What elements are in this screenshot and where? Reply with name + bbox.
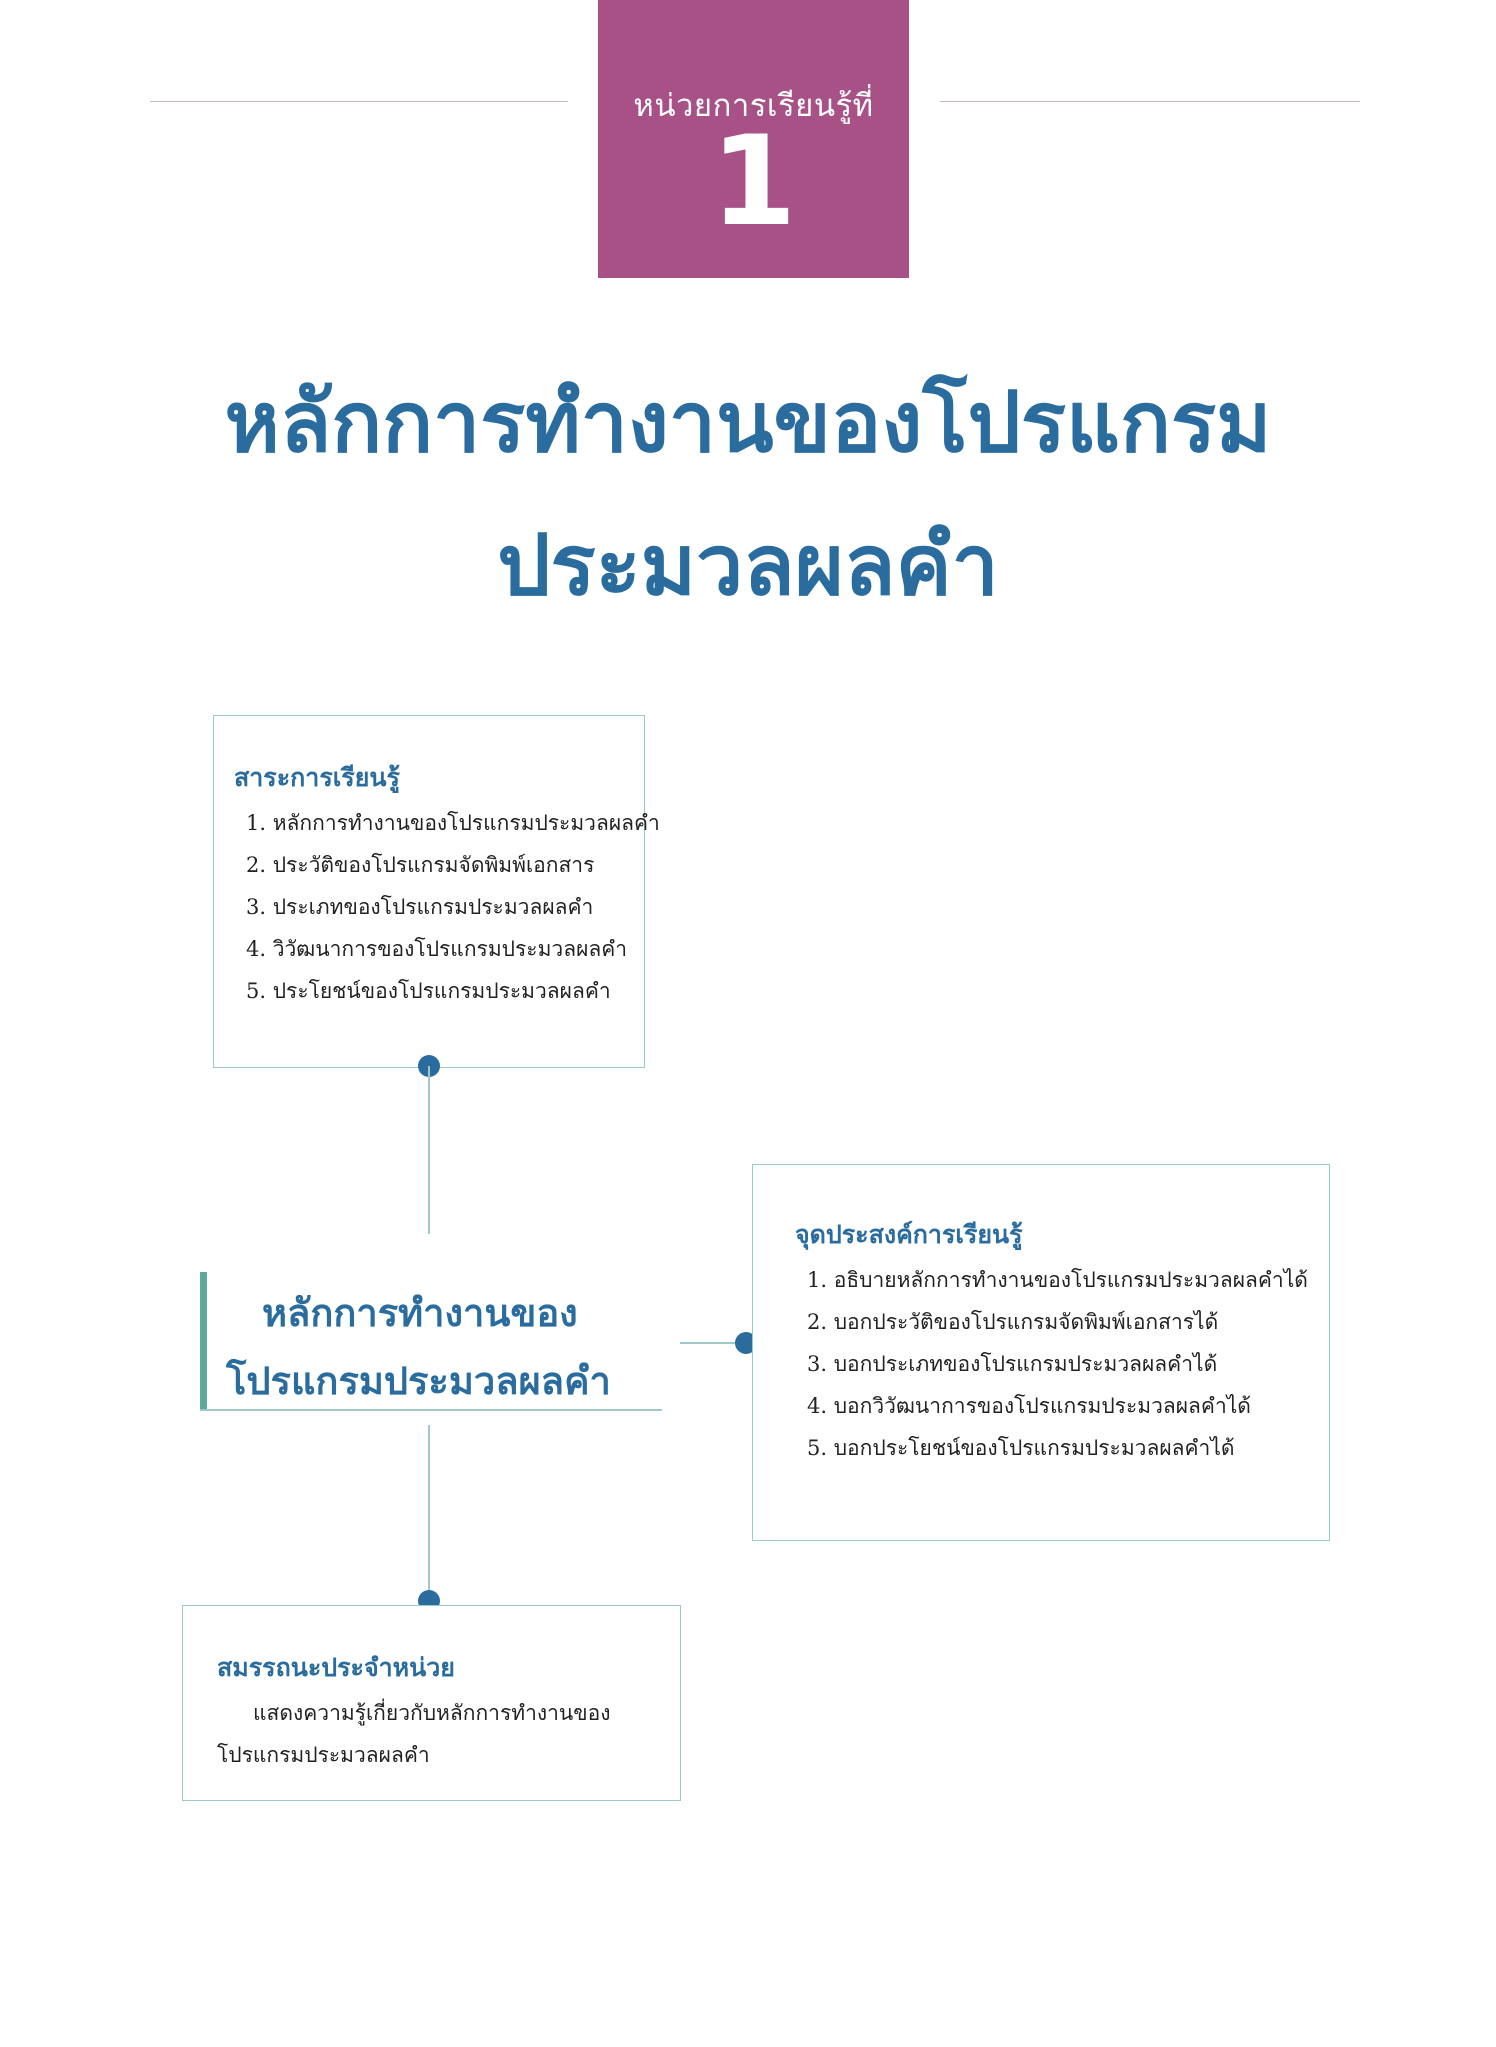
list-item: 4. บอกวิวัฒนาการของโปรแกรมประมวลผลคำได้ xyxy=(807,1394,1251,1418)
list-item: 2. ประวัติของโปรแกรมจัดพิมพ์เอกสาร xyxy=(246,853,595,877)
center-topic-line1: หลักการทำงานของ xyxy=(262,1290,578,1335)
list-item: 3. บอกประเภทของโปรแกรมประมวลผลคำได้ xyxy=(807,1352,1218,1376)
content-box xyxy=(213,715,660,1068)
list-item: 5. ประโยชน์ของโปรแกรมประมวลผลคำ xyxy=(246,979,611,1003)
competency-line2: โปรแกรมประมวลผลคำ xyxy=(217,1743,430,1767)
competency-box-heading: สมรรถนะประจำหน่วย xyxy=(217,1653,455,1682)
accent-bar xyxy=(200,1272,207,1410)
connector-line-top xyxy=(428,1066,430,1234)
chapter-title-line1: หลักการทำงานของโปรแกรม xyxy=(224,375,1272,469)
center-topic-line2: โปรแกรมประมวลผลคำ xyxy=(226,1358,611,1403)
competency-text xyxy=(217,1692,680,1776)
content-box-heading: สาระการเรียนรู้ xyxy=(234,763,400,792)
unit-badge xyxy=(598,0,909,278)
list-item: 1. อธิบายหลักการทำงานของโปรแกรมประมวลผลคำได้ xyxy=(807,1268,1308,1292)
list-item: 4. วิวัฒนาการของโปรแกรมประมวลผลคำ xyxy=(246,937,628,961)
list-item: 3. ประเภทของโปรแกรมประมวลผลคำ xyxy=(246,895,594,919)
chapter-title-line2: ประมวลผลคำ xyxy=(497,518,999,612)
list-item: 2. บอกประวัติของโปรแกรมจัดพิมพ์เอกสารได้ xyxy=(807,1310,1219,1334)
connector-line-bottom xyxy=(428,1425,430,1595)
objectives-box xyxy=(752,1164,1330,1541)
objectives-box-heading: จุดประสงค์การเรียนรู้ xyxy=(795,1220,1023,1249)
unit-number: 1 xyxy=(710,110,797,254)
center-topic xyxy=(200,1272,662,1410)
center-underline xyxy=(200,1409,662,1411)
connector-line-right xyxy=(680,1342,742,1344)
list-item: 1. หลักการทำงานของโปรแกรมประมวลผลคำ xyxy=(246,811,660,835)
content-list xyxy=(234,802,660,1012)
objectives-list xyxy=(795,1259,1329,1469)
header-rule-right xyxy=(940,101,1360,102)
competency-box xyxy=(182,1605,681,1801)
unit-label: หน่วยการเรียนรู้ที่ xyxy=(633,88,874,124)
list-item: 5. บอกประโยชน์ของโปรแกรมประมวลผลคำได้ xyxy=(807,1436,1235,1460)
competency-line1: แสดงความรู้เกี่ยวกับหลักการทำงานของ xyxy=(253,1701,611,1725)
header-rule-left xyxy=(150,101,568,102)
